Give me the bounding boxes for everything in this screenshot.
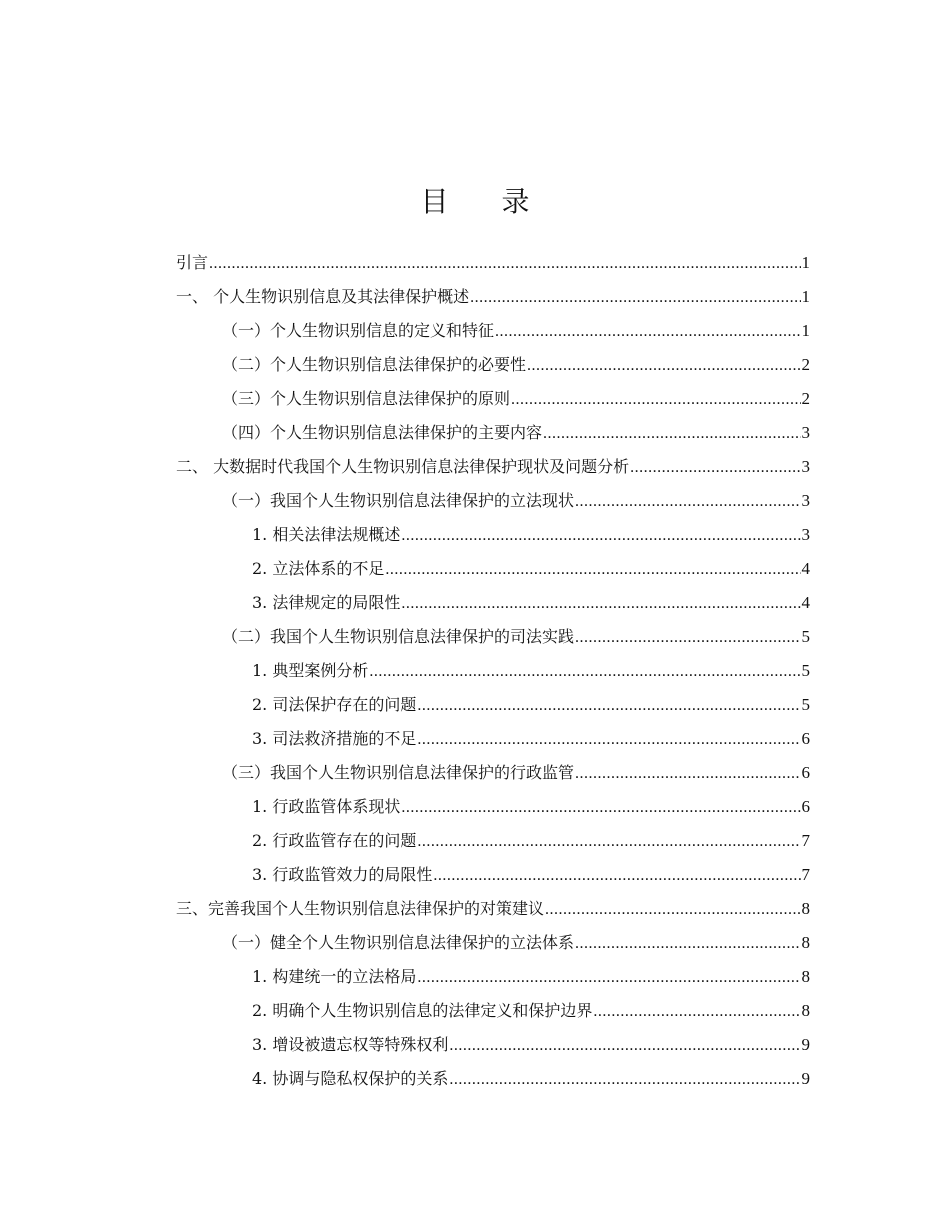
toc-entry-text: （三）个人生物识别信息法律保护的原则	[222, 389, 511, 408]
dot-leader	[417, 723, 800, 757]
dot-leader	[495, 315, 800, 349]
toc-entry-text: （三）我国个人生物识别信息法律保护的行政监管	[222, 763, 575, 782]
toc-entry[interactable]	[176, 620, 810, 654]
toc-entry-text: 2. 司法保护存在的问题	[252, 695, 417, 714]
toc-entry-text: 3. 法律规定的局限性	[252, 593, 401, 612]
toc-page-number: 7	[801, 865, 810, 884]
dot-leader	[209, 247, 800, 281]
toc-page-number: 5	[801, 661, 810, 680]
toc-entry[interactable]	[176, 314, 810, 348]
toc-entry[interactable]	[176, 722, 810, 756]
toc-page-number: 1	[801, 253, 810, 272]
toc-page-number: 3	[801, 457, 810, 476]
dot-leader	[449, 1029, 800, 1063]
toc-entry-text: 一、 个人生物识别信息及其法律保护概述	[176, 287, 470, 306]
dot-leader	[575, 757, 800, 791]
toc-entry-text: 1. 行政监管体系现状	[252, 797, 401, 816]
dot-leader	[417, 961, 800, 995]
toc-entry[interactable]	[176, 450, 810, 484]
toc-page-number: 1	[801, 287, 810, 306]
toc-entry-text: 3. 行政监管效力的局限性	[252, 865, 433, 884]
toc-title: 目 录	[420, 185, 552, 218]
toc-entry-text: 2. 立法体系的不足	[252, 559, 385, 578]
toc-entry[interactable]	[176, 960, 810, 994]
toc-page-number: 3	[801, 491, 810, 510]
toc-page-number: 1	[801, 321, 810, 340]
toc-page-number: 6	[801, 729, 810, 748]
toc-entry[interactable]	[176, 790, 810, 824]
toc-entry[interactable]	[176, 518, 810, 552]
toc-entry[interactable]	[176, 756, 810, 790]
dot-leader	[511, 383, 800, 417]
toc-entry-text: 1. 典型案例分析	[252, 661, 369, 680]
toc-entry[interactable]	[176, 858, 810, 892]
toc-page-number: 7	[801, 831, 810, 850]
toc-page-number: 6	[801, 763, 810, 782]
toc-page-number: 3	[801, 423, 810, 442]
dot-leader	[385, 553, 800, 587]
toc-entry-text: 引言	[176, 253, 209, 272]
toc-entry[interactable]	[176, 348, 810, 382]
dot-leader	[417, 825, 800, 859]
toc-page-number: 2	[801, 389, 810, 408]
toc-entry[interactable]	[176, 824, 810, 858]
dot-leader	[369, 655, 800, 689]
toc-entry-text: （一）个人生物识别信息的定义和特征	[222, 321, 495, 340]
toc-entry[interactable]	[176, 246, 810, 280]
dot-leader	[575, 621, 800, 655]
toc-page-number: 6	[801, 797, 810, 816]
toc-entry-text: 3. 司法救济措施的不足	[252, 729, 417, 748]
dot-leader	[417, 689, 800, 723]
toc-entry-text: 二、 大数据时代我国个人生物识别信息法律保护现状及问题分析	[176, 457, 630, 476]
toc-entry-text: （一）健全个人生物识别信息法律保护的立法体系	[222, 933, 575, 952]
dot-leader	[401, 587, 800, 621]
toc-entry[interactable]	[176, 688, 810, 722]
dot-leader	[630, 451, 800, 485]
toc-entry-text: （二）我国个人生物识别信息法律保护的司法实践	[222, 627, 575, 646]
toc-entry-text: 1. 构建统一的立法格局	[252, 967, 417, 986]
toc-entry[interactable]	[176, 382, 810, 416]
dot-leader	[470, 281, 800, 315]
toc-entry[interactable]	[176, 484, 810, 518]
toc-entry[interactable]	[176, 416, 810, 450]
toc-entry-text: 1. 相关法律法规概述	[252, 525, 401, 544]
table-of-contents	[176, 246, 810, 1096]
toc-entry[interactable]	[176, 552, 810, 586]
dot-leader	[527, 349, 800, 383]
toc-entry[interactable]	[176, 1062, 810, 1096]
toc-entry-text: 3. 增设被遗忘权等特殊权利	[252, 1035, 449, 1054]
toc-entry-text: （二）个人生物识别信息法律保护的必要性	[222, 355, 527, 374]
dot-leader	[401, 791, 800, 825]
toc-entry[interactable]	[176, 1028, 810, 1062]
dot-leader	[449, 1063, 800, 1097]
toc-page-number: 3	[801, 525, 810, 544]
dot-leader	[575, 927, 800, 961]
toc-page-number: 5	[801, 695, 810, 714]
toc-entry-text: 2. 行政监管存在的问题	[252, 831, 417, 850]
toc-page-number: 2	[801, 355, 810, 374]
dot-leader	[575, 485, 800, 519]
toc-page-number: 8	[801, 967, 810, 986]
toc-entry[interactable]	[176, 280, 810, 314]
toc-entry[interactable]	[176, 926, 810, 960]
toc-entry[interactable]	[176, 654, 810, 688]
toc-page-number: 5	[801, 627, 810, 646]
toc-entry-text: 4. 协调与隐私权保护的关系	[252, 1069, 449, 1088]
toc-page-number: 9	[801, 1035, 810, 1054]
toc-page-number: 4	[801, 559, 810, 578]
toc-page-number: 9	[801, 1069, 810, 1088]
toc-entry-text: 三、完善我国个人生物识别信息法律保护的对策建议	[176, 899, 545, 918]
dot-leader	[545, 893, 800, 927]
toc-entry[interactable]	[176, 586, 810, 620]
dot-leader	[433, 859, 800, 893]
toc-page-number: 8	[801, 933, 810, 952]
toc-entry-text: （四）个人生物识别信息法律保护的主要内容	[222, 423, 543, 442]
dot-leader	[401, 519, 800, 553]
toc-page-number: 8	[801, 899, 810, 918]
toc-page-number: 8	[801, 1001, 810, 1020]
toc-entry-text: 2. 明确个人生物识别信息的法律定义和保护边界	[252, 1001, 593, 1020]
dot-leader	[593, 995, 800, 1029]
toc-entry-text: （一）我国个人生物识别信息法律保护的立法现状	[222, 491, 575, 510]
toc-entry[interactable]	[176, 994, 810, 1028]
dot-leader	[543, 417, 800, 451]
toc-entry[interactable]	[176, 892, 810, 926]
toc-page-number: 4	[801, 593, 810, 612]
